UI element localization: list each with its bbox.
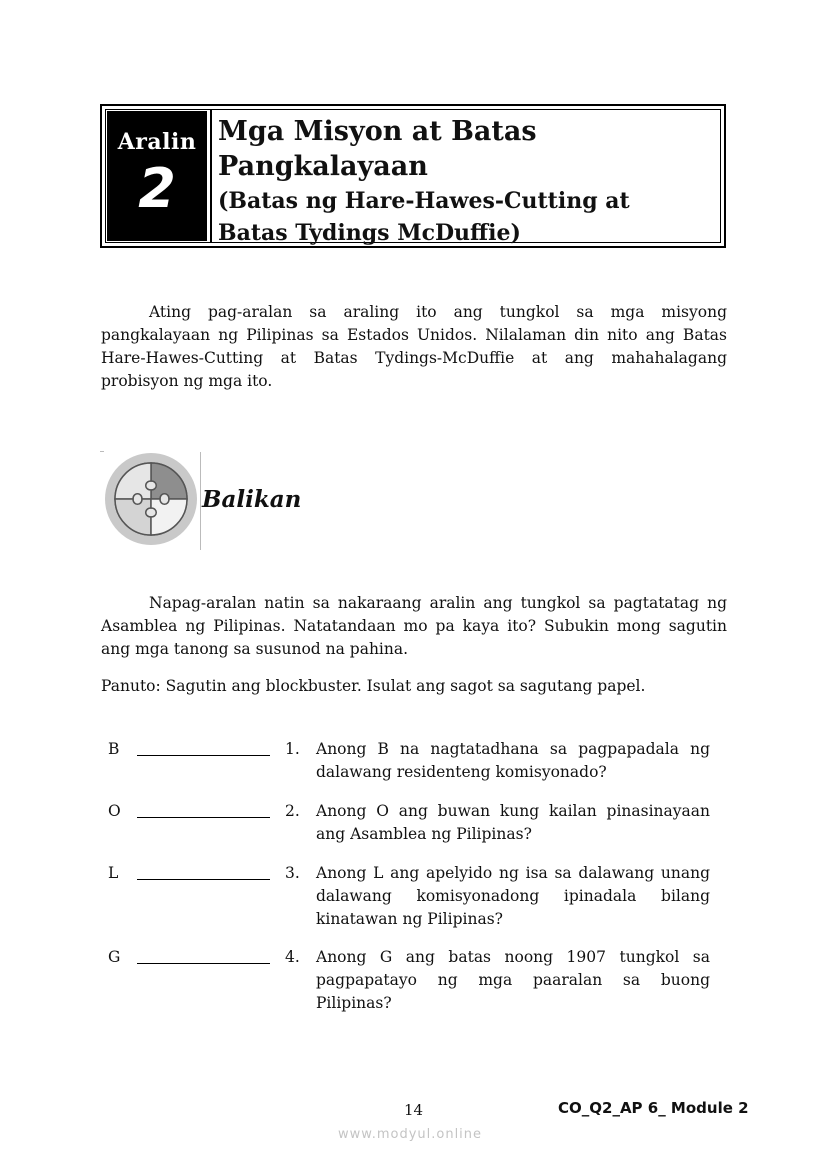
section-rule [200, 452, 201, 550]
lesson-title-line1: Mga Misyon at Batas [218, 116, 537, 147]
intro-text: Ating pag-aralan sa araling ito ang tungkol sa mga misyong pangkalayaan ng Pilipinas sa Estados Unidos. Nilalaman din nito ang Batas Hare-Hawes-Cutting at Batas Tydings-McDuffie at ang mahahalagang probisyon ng mga ito. [101, 303, 727, 390]
lesson-header-divider [210, 109, 212, 243]
module-code: CO_Q2_AP 6_ Module 2 [558, 1099, 749, 1117]
lesson-number: 2 [138, 157, 176, 220]
lesson-number-box [107, 111, 207, 241]
answer-blank [137, 738, 270, 756]
intro-paragraph [101, 301, 727, 393]
section-paragraph [101, 592, 727, 661]
section-paragraph-text: Napag-aralan natin sa nakaraang aralin ang tungkol sa pagtatatag ng Asamblea ng Pilipinas. Natatandaan mo pa kaya ito? Subukin mong sagutin ang mga tanong sa susunod na pahina. [101, 594, 727, 658]
lesson-subtitle-line2: Batas Tydings McDuffie) [218, 220, 521, 246]
question-number: 1. [285, 740, 300, 758]
question-text: Anong L ang apelyido ng isa sa dalawang unang dalawang komisyonadong ipinadala bilang kinatawan ng Pilipinas? [316, 864, 710, 928]
page-number: 14 [404, 1101, 424, 1119]
lesson-title-line2: Pangkalayaan [218, 151, 428, 182]
question-text: Anong B na nagtatadhana sa pagpapadala ng dalawang residenteng komisyonado? [316, 740, 710, 781]
lesson-title [218, 114, 716, 248]
question-number: 4. [285, 948, 300, 966]
section-title: Balikan [202, 486, 302, 513]
lesson-subtitle-line1: (Batas ng Hare-Hawes-Cutting at [218, 188, 630, 214]
question-letter: O [108, 802, 121, 820]
lesson-header [100, 104, 726, 248]
question-number: 3. [285, 864, 300, 882]
puzzle-icon [104, 452, 198, 546]
question-letter: L [108, 864, 119, 882]
watermark: www.modyul.online [338, 1127, 483, 1142]
lesson-label: Aralin [117, 129, 197, 155]
question-letter: G [108, 948, 121, 966]
question-text: Anong O ang buwan kung kailan pinasinayaan ang Asamblea ng Pilipinas? [316, 802, 710, 843]
answer-blank [137, 862, 270, 880]
answer-blank [137, 946, 270, 964]
question-letter: B [108, 740, 120, 758]
question-number: 2. [285, 802, 300, 820]
instruction: Panuto: Sagutin ang blockbuster. Isulat ang sagot sa sagutang papel. [101, 677, 646, 695]
answer-blank [137, 800, 270, 818]
question-text: Anong G ang batas noong 1907 tungkol sa pagpapatayo ng mga paaralan sa buong Pilipinas? [316, 948, 710, 1012]
